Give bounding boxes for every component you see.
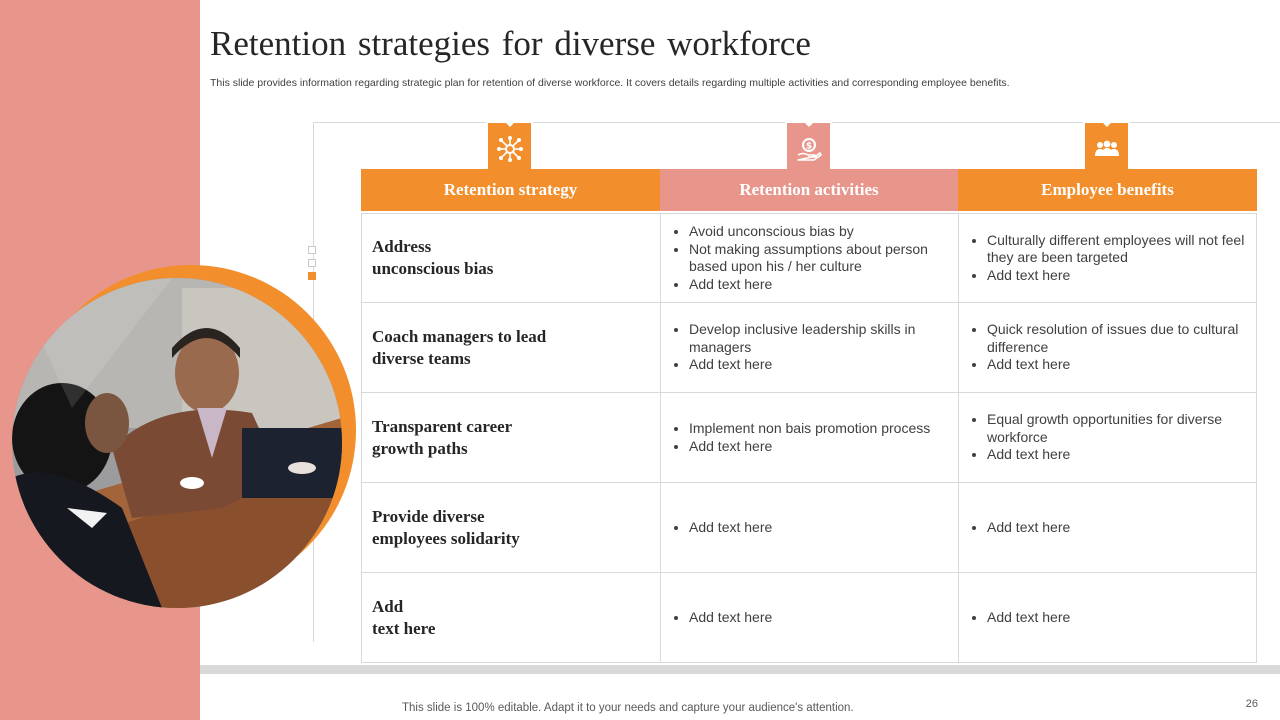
slide-subtitle: This slide provides information regarding strategic plan for retention of diverse workforce. It covers details regarding multiple activities and corresponding employee benefits.: [210, 77, 1010, 89]
benefits-cell: [958, 483, 1257, 572]
bullet-item: • Add text here: [689, 438, 930, 456]
benefits-cell: [958, 214, 1257, 302]
svg-text:$: $: [805, 141, 812, 152]
benefits-cell-list: [959, 519, 1070, 537]
strategy-cell: [361, 573, 660, 662]
table-row: [361, 573, 1257, 663]
strategy-cell: [361, 214, 660, 302]
strategy-cell: [361, 483, 660, 572]
frame-marker-empty: [308, 259, 316, 267]
strategy-cell: [361, 393, 660, 482]
bullet-item: • Develop inclusive leadership skills in managers: [689, 321, 958, 356]
bullet-item: • Add text here: [987, 267, 1256, 285]
strategy-label: Coach managers to lead diverse teams: [372, 326, 547, 368]
table-row: [361, 393, 1257, 483]
table-header-row: [361, 169, 1257, 211]
table-body: [361, 213, 1257, 663]
strategy-label: Add text here: [372, 596, 436, 638]
benefits-cell-list: [959, 321, 1256, 374]
bullet-item: • Add text here: [987, 356, 1256, 374]
business-meeting-photo: [12, 278, 342, 608]
header-retention-activities: Retention activities: [660, 169, 958, 211]
slide-title: Retention strategies for diverse workforce: [210, 24, 811, 63]
bullet-item: • Add text here: [689, 519, 772, 537]
activities-cell-list: [661, 223, 958, 293]
bullet-item: • Equal growth opportunities for diverse workforce: [987, 411, 1256, 446]
benefits-cell: [958, 393, 1257, 482]
benefits-cell-list: [959, 609, 1070, 627]
benefits-cell: [958, 303, 1257, 392]
strategy-cell: [361, 303, 660, 392]
benefits-cell-list: [959, 411, 1256, 464]
header-employee-benefits: Employee benefits: [958, 169, 1257, 211]
bullet-item: • Add text here: [689, 276, 958, 294]
bullet-item: • Implement non bais promotion process: [689, 420, 930, 438]
activities-cell-list: [661, 609, 772, 627]
activities-cell: [660, 303, 958, 392]
activities-cell: [660, 483, 958, 572]
footer-note: This slide is 100% editable. Adapt it to your needs and capture your audience's attention.: [402, 702, 854, 714]
activities-cell: [660, 393, 958, 482]
bullet-item: • Add text here: [689, 356, 958, 374]
activities-cell: [660, 573, 958, 662]
bullet-item: • Add text here: [987, 519, 1070, 537]
table-row: [361, 303, 1257, 393]
activities-cell-list: [661, 321, 958, 374]
frame-marker-filled: [308, 272, 316, 280]
table-row: [361, 483, 1257, 573]
benefits-cell-list: [959, 232, 1256, 285]
table-row: [361, 213, 1257, 303]
bullet-item: • Culturally different employees will not feel they are been targeted: [987, 232, 1256, 267]
footer-divider-bar: [200, 665, 1280, 674]
frame-marker-empty: [308, 246, 316, 254]
bullet-item: • Add text here: [987, 609, 1070, 627]
strategy-label: Provide diverse employees solidarity: [372, 506, 520, 548]
strategy-label: Address unconscious bias: [372, 237, 494, 278]
retention-table: [361, 169, 1257, 663]
strategy-label: Transparent career growth paths: [372, 416, 513, 458]
activities-cell-list: [661, 519, 772, 537]
bullet-item: • Add text here: [987, 446, 1256, 464]
header-retention-strategy: Retention strategy: [361, 169, 660, 211]
bullet-item: • Add text here: [689, 609, 772, 627]
activities-cell: [660, 214, 958, 302]
bullet-item: • Avoid unconscious bias by: [689, 223, 958, 241]
activities-cell-list: [661, 420, 930, 455]
bullet-item: • Quick resolution of issues due to cultural difference: [987, 321, 1256, 356]
benefits-cell: [958, 573, 1257, 662]
page-number: 26: [1245, 698, 1258, 710]
bullet-item: • Not making assumptions about person based upon his / her culture: [689, 241, 958, 276]
